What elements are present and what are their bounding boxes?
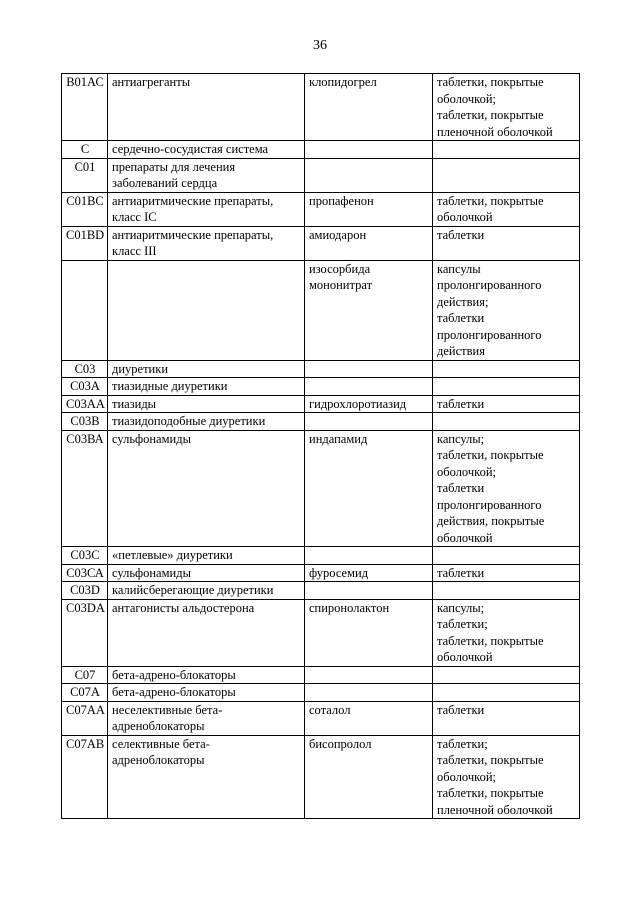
atc-group-cell: сердечно-сосудистая система [108,141,305,159]
atc-code-cell: С03А [62,378,108,396]
dosage-form-cell: капсулы пролонгированного действия; таблетки пролонгированного действия [433,260,580,360]
atc-code-cell: С03D [62,582,108,600]
table-row [62,74,580,141]
atc-code-cell: С03 [62,360,108,378]
atc-code-cell: С01BD [62,226,108,260]
atc-group-cell: тиазидные диуретики [108,378,305,396]
atc-group-cell: антиаритмические препараты, класс III [108,226,305,260]
drug-name-cell [305,360,433,378]
table-row [62,141,580,159]
table-row [62,735,580,819]
table-row [62,599,580,666]
atc-group-cell: сульфонамиды [108,430,305,547]
drug-name-cell: бисопролол [305,735,433,819]
atc-code-cell: С03ВА [62,430,108,547]
dosage-form-cell [433,413,580,431]
atc-code-cell: С07АА [62,701,108,735]
drug-name-cell: клопидогрел [305,74,433,141]
table-row [62,430,580,547]
atc-code-cell: С [62,141,108,159]
table-row [62,360,580,378]
drug-table [61,73,580,819]
dosage-form-cell [433,360,580,378]
atc-code-cell: В01АС [62,74,108,141]
dosage-form-cell: таблетки [433,564,580,582]
drug-name-cell: изосорбида мононитрат [305,260,433,360]
table-row [62,666,580,684]
drug-name-cell [305,158,433,192]
atc-group-cell: селективные бета- адреноблокаторы [108,735,305,819]
dosage-form-cell: таблетки; таблетки, покрытые оболочкой; таблетки, покрытые пленочной оболочкой [433,735,580,819]
dosage-form-cell: капсулы; таблетки; таблетки, покрытые оболочкой [433,599,580,666]
drug-name-cell [305,413,433,431]
drug-name-cell: амиодарон [305,226,433,260]
atc-group-cell: антиаритмические препараты, класс IC [108,192,305,226]
atc-code-cell: С01ВС [62,192,108,226]
dosage-form-cell: таблетки [433,226,580,260]
drug-name-cell: спиронолактон [305,599,433,666]
atc-group-cell: «петлевые» диуретики [108,547,305,565]
table-row [62,226,580,260]
atc-group-cell [108,260,305,360]
atc-group-cell: антиагреганты [108,74,305,141]
atc-code-cell: С07АВ [62,735,108,819]
drug-name-cell [305,547,433,565]
dosage-form-cell: таблетки, покрытые оболочкой; таблетки, покрытые пленочной оболочкой [433,74,580,141]
atc-group-cell: бета-адрено-блокаторы [108,684,305,702]
atc-code-cell: С03DA [62,599,108,666]
drug-name-cell: индапамид [305,430,433,547]
dosage-form-cell [433,666,580,684]
drug-table-body [62,74,580,819]
table-row [62,378,580,396]
drug-name-cell: гидрохлоротиазид [305,395,433,413]
dosage-form-cell [433,582,580,600]
dosage-form-cell: таблетки [433,395,580,413]
drug-name-cell [305,582,433,600]
atc-code-cell: С03С [62,547,108,565]
table-row [62,701,580,735]
atc-group-cell: тиазидоподобные диуретики [108,413,305,431]
atc-group-cell: неселективные бета- адреноблокаторы [108,701,305,735]
table-row [62,192,580,226]
atc-code-cell: С03В [62,413,108,431]
table-row [62,582,580,600]
atc-code-cell: С07А [62,684,108,702]
page-number: 36 [313,38,327,53]
atc-group-cell: сульфонамиды [108,564,305,582]
dosage-form-cell: капсулы; таблетки, покрытые оболочкой; таблетки пролонгированного действия, покрытые оболочкой [433,430,580,547]
dosage-form-cell [433,141,580,159]
atc-code-cell [62,260,108,360]
atc-group-cell: тиазиды [108,395,305,413]
atc-code-cell: С07 [62,666,108,684]
dosage-form-cell: таблетки, покрытые оболочкой [433,192,580,226]
table-row [62,395,580,413]
atc-group-cell: диуретики [108,360,305,378]
table-row [62,547,580,565]
table-row [62,158,580,192]
atc-code-cell: С01 [62,158,108,192]
drug-name-cell: фуросемид [305,564,433,582]
dosage-form-cell [433,684,580,702]
dosage-form-cell: таблетки [433,701,580,735]
drug-name-cell [305,141,433,159]
dosage-form-cell [433,158,580,192]
drug-name-cell: пропафенон [305,192,433,226]
drug-name-cell [305,684,433,702]
dosage-form-cell [433,547,580,565]
table-row [62,564,580,582]
table-row [62,684,580,702]
atc-group-cell: калийсберегающие диуретики [108,582,305,600]
atc-code-cell: С03СА [62,564,108,582]
atc-group-cell: антагонисты альдостерона [108,599,305,666]
drug-name-cell: соталол [305,701,433,735]
atc-code-cell: С03АА [62,395,108,413]
atc-group-cell: бета-адрено-блокаторы [108,666,305,684]
table-row [62,260,580,360]
dosage-form-cell [433,378,580,396]
table-row [62,413,580,431]
drug-name-cell [305,666,433,684]
drug-name-cell [305,378,433,396]
atc-group-cell: препараты для лечения заболеваний сердца [108,158,305,192]
